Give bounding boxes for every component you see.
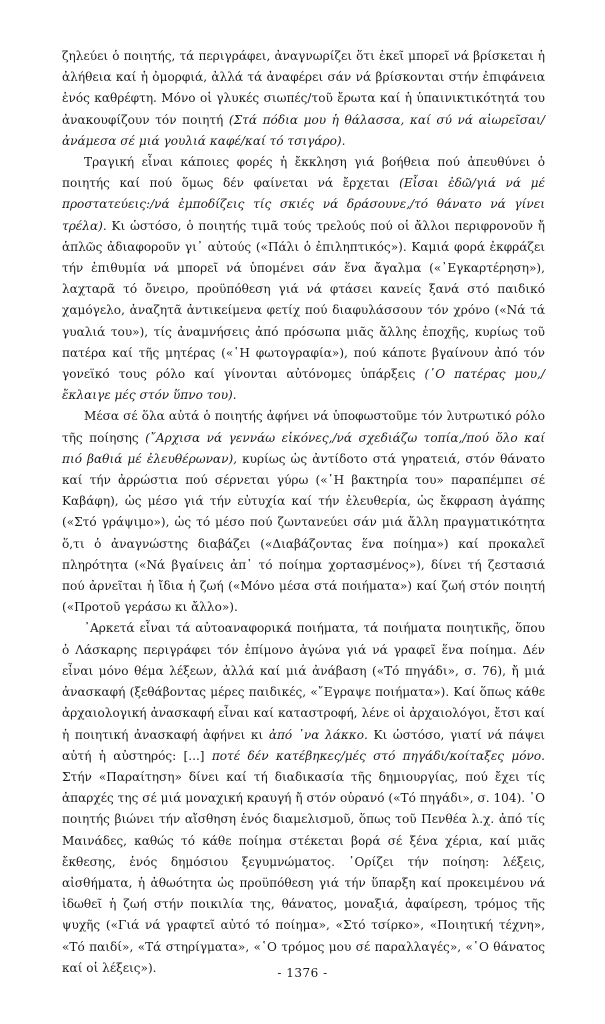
paragraph xyxy=(62,152,545,406)
text-run: ζηλεύει ὁ ποιητής, τά περιγράφει, ἀναγνωρίζει ὅτι ἐκεῖ μπορεῖ νά βρίσκεται ἡ ἀλήθεια καί ἡ ὀμορφιά, ἀλλά τά ἀναφέρει σάν νά βρίσκονται στήν ἐπιφάνεια ἑνός καθρέφτη. Μόνο οἱ γλυκές σιωπές/τοῦ ἔρωτα καί ἡ ὑπαινικτικότητά του ἀνακουφίζουν τόν ποιητή xyxy=(62,49,545,127)
text-run: Κι ὡστόσο, ὁ ποιητής τιμᾶ τούς τρελούς πού οἱ ἄλλοι περιφρονοῦν ἤ ἁπλῶς ἀδιαφοροῦν γι᾿ αὐτούς («Πάλι ὁ ἐπιληπτικός»). Καμιά φορά ἐκφράζει τήν ἐπιθυμία νά μπορεῖ νά ὑπομένει σάν ἕνα ἄγαλμα («᾿Εγκαρτέρηση»), λαχταρᾶ τό ὄνειρο, προϋπόθεση γιά νά φτάσει κανείς ξανά στό παιδικό χαμόγελο, ἀναζητᾶ ἀντικείμενα φετίχ πού διαφυλάσσουν τόν χρόνο («Νά τά γυαλιά του»), τίς ἀναμνήσεις ἀπό πρόσωπα μιᾶς ἄλλης ἐποχῆς, κυρίως τοῦ πατέρα καί τῆς μητέρας («῾Η φωτογραφία»), πού κάποτε βγαίνουν ἀπό τόν γονεϊκό τους ρόλο καί γίνονται αὐτόνομες ὑπάρξεις xyxy=(62,218,545,382)
paragraph xyxy=(62,618,545,978)
text-run: κυρίως ὡς ἀντίδοτο στά γηρατειά, στόν θάνατο καί τήν ἀρρώστια πού σέρνεται γύρω («῾Η βακτηρία του» παραπέμπει σέ Καβάφη), ὡς μέσο γιά τήν εὐτυχία καί τήν ἐλευθερία, ὡς ἔκφραση ἀγάπης («Στό γράψιμο»), ὡς τό μέσο πού ζωντανεύει σάν μιά ἄλλη πραγματικότητα ὅ,τι ὁ ἀναγνώστης διαβάζει («Διαβάζοντας ἕνα ποίημα») καί προκαλεῖ πληρότητα («Νά βγαίνεις ἀπ᾿ τό ποίημα χορτασμένος»), δίνει τή ζεστασιά πού ἀρνεῖται ἡ ἴδια ἡ ζωή («Μόνο μέσα στά ποιήματα») καί ζωή στόν ποιητή («Προτοῦ γεράσω κι ἄλλο»). xyxy=(62,451,546,615)
paragraph xyxy=(62,406,545,618)
page-number: - 1376 - xyxy=(277,966,328,980)
quoted-verse: (῎Αρχισα νά γεννάω εἰκόνες,/νά σχεδιάζω τοπία,/πού ὅλο καί πιό βαθιά μέ ἐλευθέρωναν), xyxy=(62,430,545,466)
text-run: Στήν «Παραίτηση» δίνει καί τή διαδικασία τῆς δημιουργίας, πού ἔχει τίς ἀπαρχές της σέ μιά μοναχική κραυγή ἤ στόν οὐρανό («Τό πηγάδι», σ. 104). ῾Ο ποιητής βιώνει τήν αἴσθηση ἑνός διαμελισμοῦ, ὅπως τοῦ Πενθέα λ.χ. ἀπό τίς Μαινάδες, καθώς τό κάθε ποίημα στέκεται βορά σέ ξένα χέρια, καί μιᾶς ἔκθεσης, ἑνός δημόσιου ξεγυμνώματος. ῾Ορίζει τήν ποίηση: λέξεις, αἰσθήματα, ἡ ἀθωότητα ὡς προϋπόθεση γιά τήν ὕπαρξη καί προκειμένου νά ἰδωθεῖ ἡ ζωή στήν ποικιλία της, θάνατος, μοναξιά, ἀφαίρεση, τρόμος τῆς ψυχῆς («Γιά νά γραφτεῖ αὐτό τό ποίημα», «Στό τσίρκο», «Ποιητική τέχνη», «Τό παιδί», «Τά στηρίγματα», «῾Ο τρόμος μου σέ παραλλαγές», «῾Ο θάνατος καί οἱ λέξεις»). xyxy=(62,769,545,975)
quoted-verse: (῾Ο πατέρας μου,/ἔκλαιγε μές στόν ὕπνο του). xyxy=(62,367,545,403)
body-text xyxy=(62,46,545,979)
text-run: ᾿Αρκετά εἶναι τά αὐτοαναφορικά ποιήματα, τά ποιήματα ποιητικῆς, ὅπου ὁ Λάσκαρης περιγράφει τόν ἐπίμονο ἀγώνα γιά νά γραφεῖ ἕνα ποίημα. Δέν εἶναι μόνο θέμα λέξεων, ἀλλά καί μιά ἀνάβαση («Τό πηγάδι», σ. 76), ἤ μιά ἀνασκαφή (ξεθάβοντας μέρες παιδικές, «῎Εγραψε ποιήματα»). Καί ὅπως κάθε ἀρχαιολογική ἀνασκαφή εἶναι καί καταστροφή, λένε οἱ ἀρχαιολόγοι, ἔτσι καί ἡ ποιητική ἀνασκαφή ἀφήνει κι xyxy=(62,621,545,742)
quoted-verse: (Στά πόδια μου ἡ θάλασσα, καί σύ νά αἰωρεῖσαι/ἀνάμεσα σέ μιά γουλιά καφέ/καί τό τσιγάρο). xyxy=(62,112,545,148)
quoted-verse: (Εἶσαι ἐδῶ/γιά νά μέ προστατεύεις:/νά ἐμποδίζεις τίς σκιές νά δράσουνε,/τό θάνατο νά γίνει τρέλα). xyxy=(62,176,545,233)
paragraph xyxy=(62,46,545,152)
text-run: Μέσα σέ ὅλα αὐτά ὁ ποιητής ἀφήνει νά ὑποφωστοῦμε τόν λυτρωτικό ρόλο τῆς ποίησης xyxy=(62,409,545,445)
text-run: Τραγική εἶναι κάποιες φορές ἡ ἔκκληση γιά βοήθεια πού ἀπευθύνει ὁ ποιητής καί πού ὅμως δέν φαίνεται νά ἔρχεται xyxy=(62,155,545,191)
text-run: Κι ὡστόσο, γιατί νά πάψει αὐτή ἡ αὐστηρός: [...] xyxy=(62,727,546,763)
quoted-verse: ἀπό ᾿να λάκκο. xyxy=(268,727,368,742)
quoted-verse: ποτέ δέν κατέβηκες/μές στό πηγάδι/κοίταξες μόνο. xyxy=(211,748,545,763)
